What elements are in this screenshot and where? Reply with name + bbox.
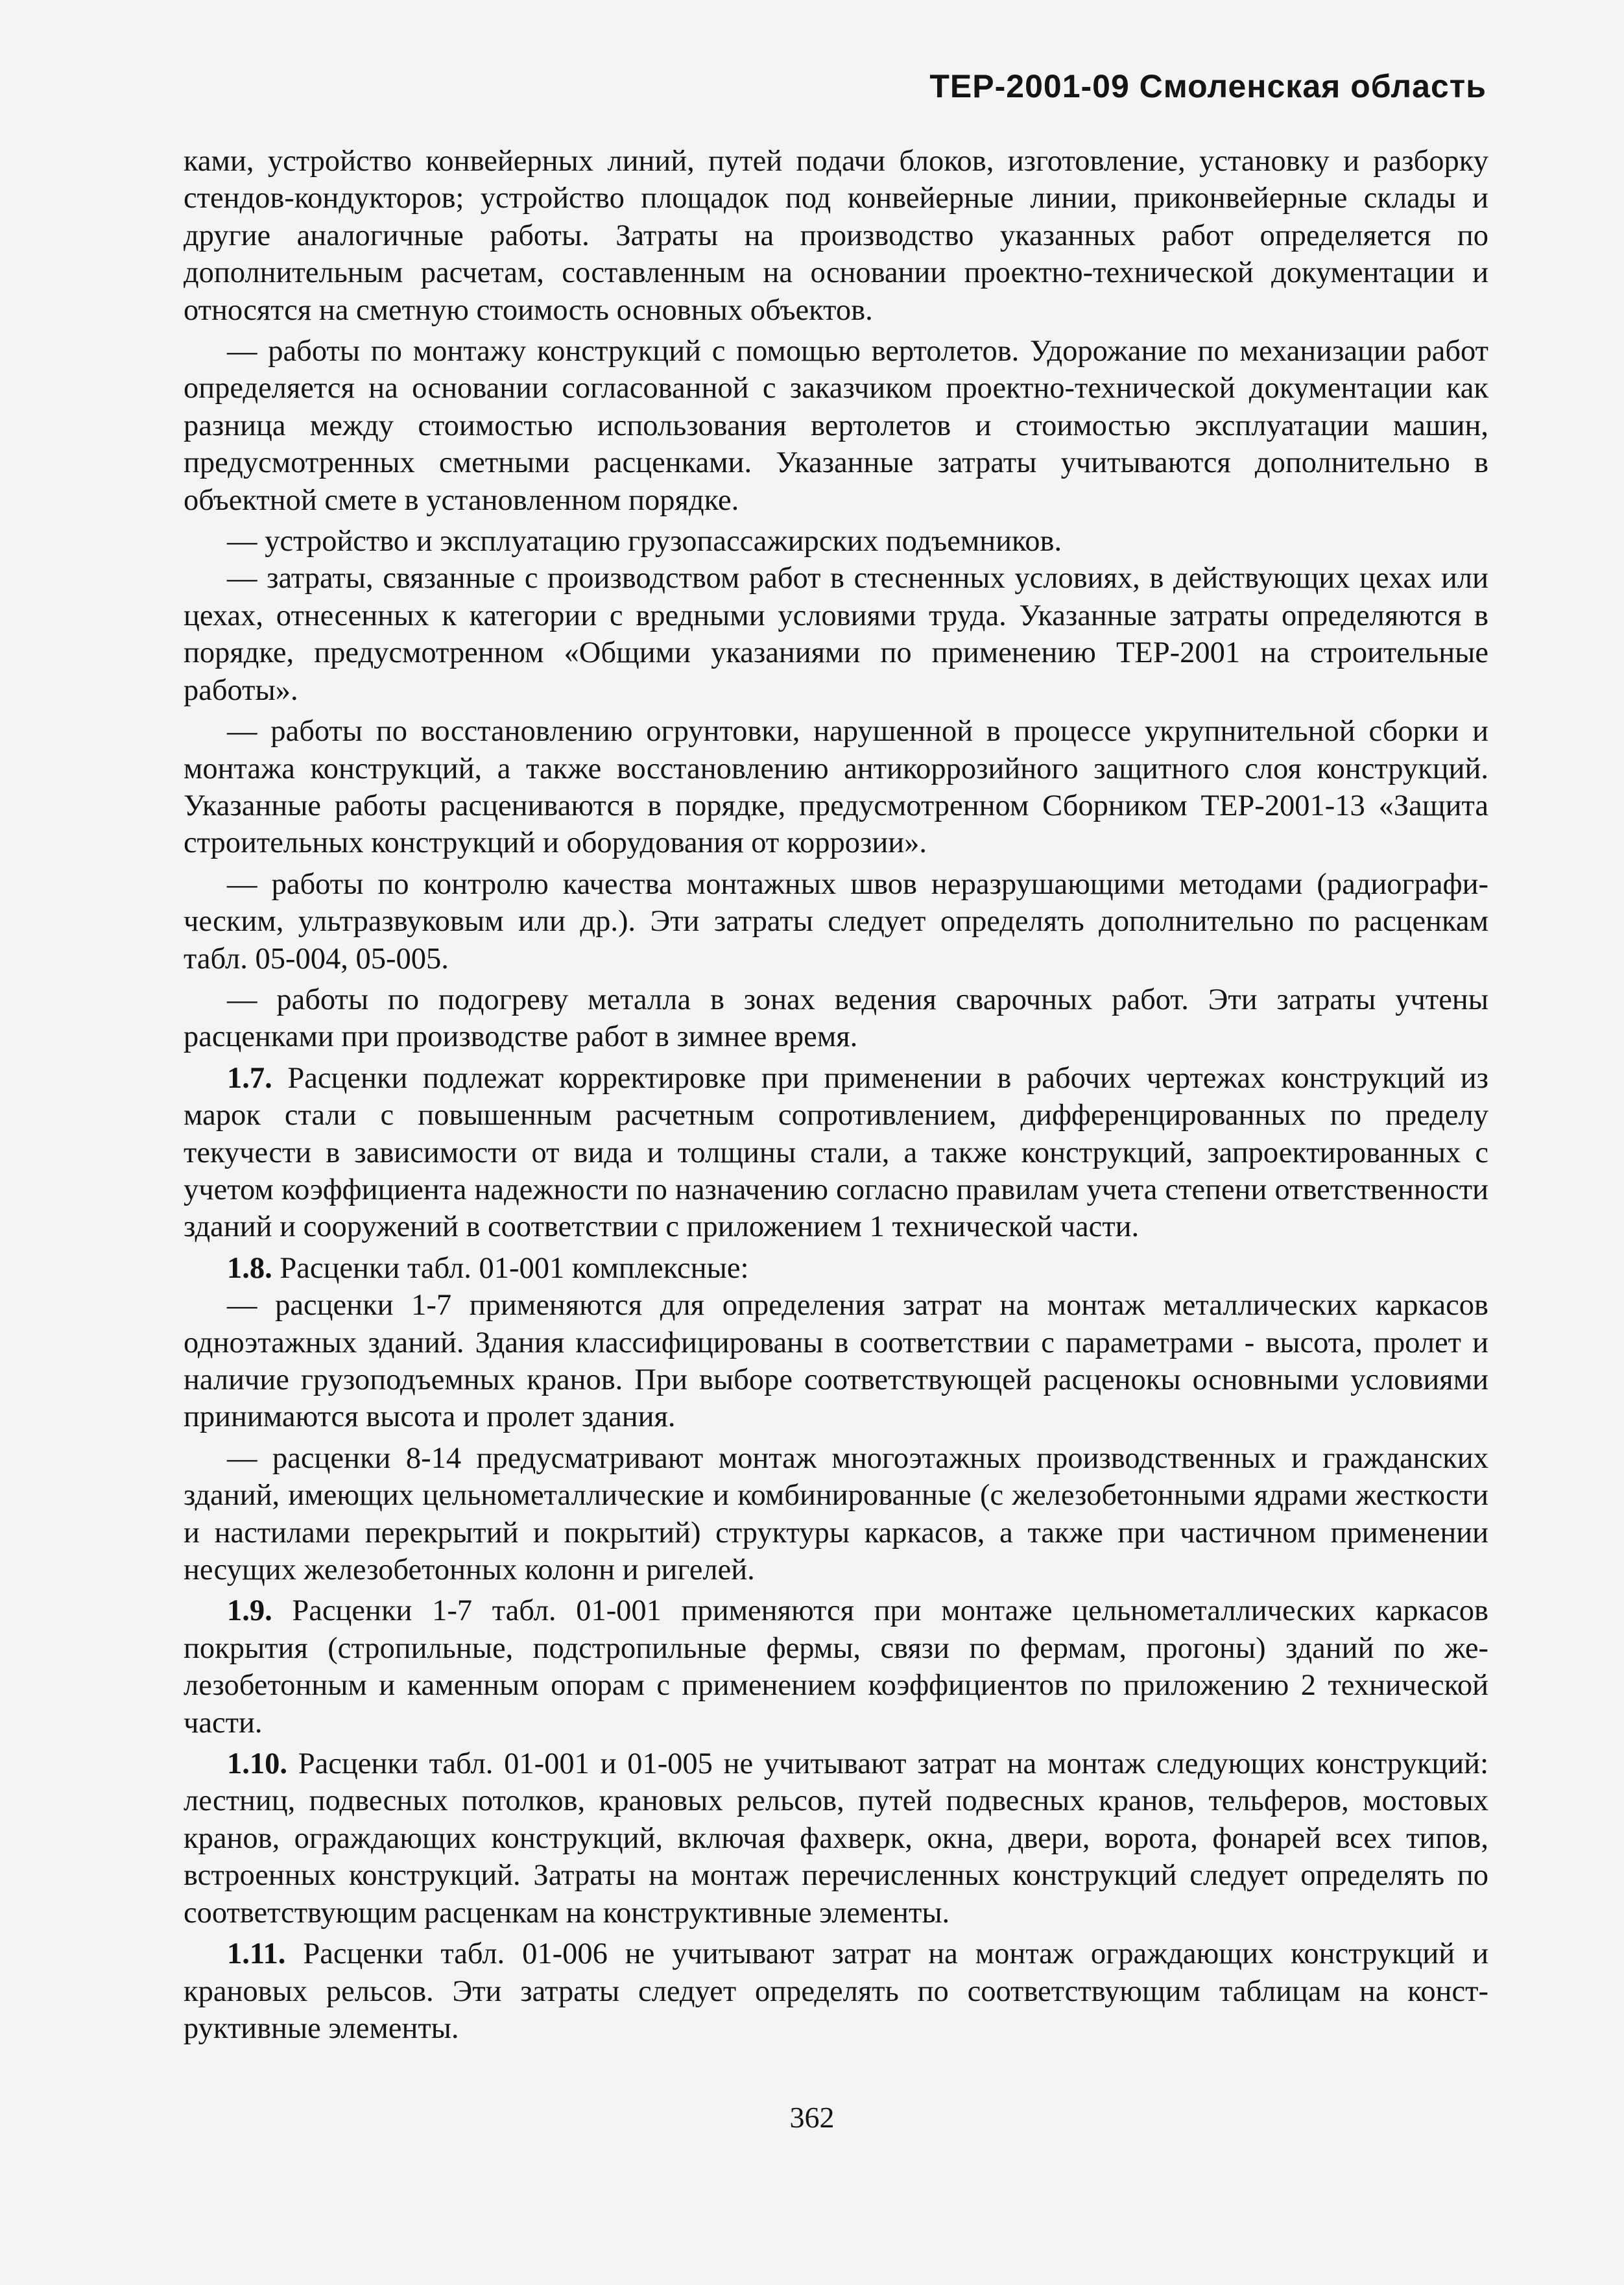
- section-number: 1.11.: [227, 1937, 286, 1971]
- paragraph-weld-inspection: — работы по контролю качества монтажных швов неразрушающими методами (радиографическим, ультразвуковым или др.). Эти затраты следует определять дополнительно по расценкам табл. 05-004, 05-005.: [184, 867, 1488, 975]
- running-header: ТЕР-2001-09 Смоленская область: [929, 68, 1487, 104]
- paragraph-primer-restoration: — работы по восстановлению огрунтовки, нарушенной в процессе укрупнительной сборки и монтажа конструкций, а также восстановлению антикоррозийного защитного слоя конструкций. Указанные работы расцениваются в порядке, предусмотренном Сборником ТЕР-2001-13 «Защита строительных конструкций и оборудования от коррозии».: [184, 715, 1488, 860]
- section-number: 1.10.: [227, 1747, 287, 1781]
- page-number: 362: [789, 2101, 835, 2134]
- paragraph-constrained-conditions: — затраты, связанные с производством работ в стесненных условиях, в действующих цехах или цехах, отнесенных к категории с вредными условиями труда. Указанные затраты определяются в порядке, предусмотренном «Общими указаниями по применению ТЕР-2001 на строительные работы».: [184, 562, 1488, 707]
- section-text: Расценки табл. 01-001 комплексные:: [272, 1251, 749, 1285]
- section-number: 1.7.: [227, 1061, 272, 1095]
- paragraph-continuation: ками, устройство конвейерных линий, путей подачи блоков, изготовление, установку и разборку стендов-кондукторов; устройство площадок под конвейерные линии, приконвейерные склады и другие аналогичные работы. Затраты на производство указанных работ определяется по дополнительным расчетам, составленным на основании проектно-технической документации и относятся на сметную стоимость основных объектов.: [184, 145, 1488, 327]
- paragraph-rates-8-14: — расценки 8-14 предусматривают монтаж многоэтажных производственных и гражданских зданий, имеющих цельнометаллические и комбинированные (с железобетонными ядрами жесткости и настилами перекрытий и покрытий) структуры каркасов, а также при частичном применении несущих железобетонных колонн и ригелей.: [184, 1441, 1488, 1587]
- section-1-11: [184, 1935, 1488, 2047]
- paragraph-lifts: — устройство и эксплуатацию грузопассажирских подъемников.: [227, 525, 1062, 558]
- section-1-7: [184, 1060, 1488, 1246]
- section-number: 1.9.: [227, 1594, 272, 1628]
- section-text: Расценки подлежат корректировке при применении в рабочих чертежах конструкций из марок стали с повышенным расчетным сопротивлением, дифференцированных по пределу текучести в зависимости от вида и толщины стали, а также конструкций, запроектированных с учетом коэффициента надежности по назначению согласно правилам учета степени ответственности зданий и сооружений в соответствии с приложением 1 технической части.: [184, 1061, 1488, 1244]
- section-1-9: [184, 1592, 1488, 1741]
- paragraph-rates-1-7: — расценки 1-7 применяются для определения затрат на монтаж металлических каркасов одноэтажных зданий. Здания классифицированы в соответствии с параметрами - высота, пролет и наличие грузоподъемных кранов. При выборе соответствующей расценокы основными условиями принимаются высота и пролет здания.: [184, 1289, 1488, 1434]
- section-text: Расценки табл. 01-006 не учитывают затрат на монтаж ограждающих конструкций и крановых рельсов. Эти затраты следует определять по соответствующим таблицам на конструктивные элементы.: [184, 1937, 1488, 2045]
- section-text: Расценки 1-7 табл. 01-001 применяются при монтаже цельнометаллических каркасов покрытия (стропильные, подстропильные фермы, связи по фермам, прогоны) зданий по железобетонным и каменным опорам с применением коэффициентов по приложению 2 технической части.: [184, 1594, 1488, 1740]
- paragraph-metal-heating: — работы по подогреву металла в зонах ведения сварочных работ. Эти затраты учтены расценками при производстве работ в зимнее время.: [184, 983, 1488, 1054]
- section-1-8: [184, 1250, 1488, 1287]
- body-text: [184, 143, 1488, 2047]
- paragraph-helicopter-works: — работы по монтажу конструкций с помощью вертолетов. Удорожание по механизации работ определяется на основании согласованной с заказчиком проектно-технической документации как разница между стоимостью использования вертолетов и стоимостью эксплуатации машин, предусмотренных сметными расценками. Указанные затраты учитываются дополнительно в объектной смете в установленном порядке.: [184, 335, 1488, 517]
- section-text: Расценки табл. 01-001 и 01-005 не учитывают затрат на монтаж следующих конструкций: лестниц, подвесных потолков, крановых рельсов, путей подвесных кранов, тельферов, мостовых кранов, ограждающих конструкций, включая фахверк, окна, двери, ворота, фонарей всех типов, встроенных конструкций. Затраты на монтаж перечисленных конструкций следует определять по соответствующим расценкам на конструктивные элементы.: [184, 1747, 1488, 1930]
- section-number: 1.8.: [227, 1251, 272, 1285]
- section-1-10: [184, 1745, 1488, 1932]
